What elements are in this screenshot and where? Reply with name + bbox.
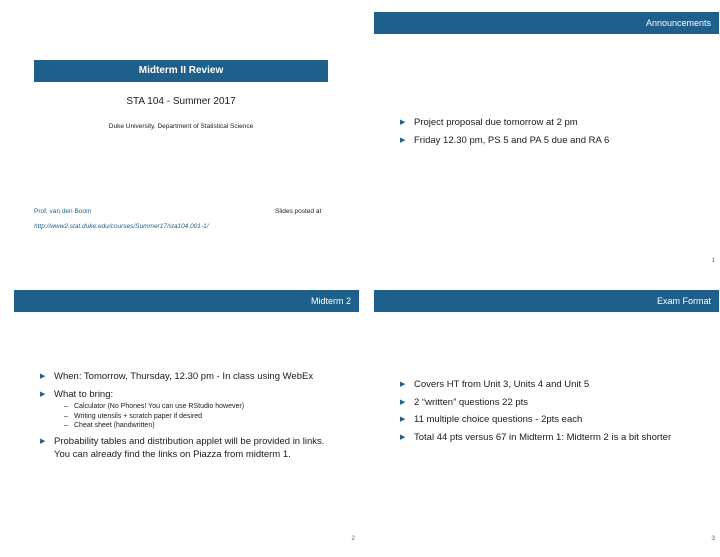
slides-posted-label: Slides posted at <box>275 208 322 215</box>
list-item-text: Probability tables and distribution applet will be provided in links. You can already find the links on Piazza from midterm 1. <box>54 435 325 460</box>
course-link[interactable]: http://www2.stat.duke.edu/courses/Summer17/sta104.001-1/ <box>34 223 209 230</box>
bullet-list <box>400 378 715 448</box>
list-item-text: When: Tomorrow, Thursday, 12.30 pm - In class using WebEx <box>54 371 314 382</box>
midterm2-slide <box>14 290 359 548</box>
announcements-slide <box>374 12 719 270</box>
list-item: ▶ Friday 12.30 pm, PS 5 and PA 5 due and RA 6 <box>400 134 700 148</box>
bullet-list <box>40 370 340 466</box>
list-item <box>40 370 340 384</box>
list-item: ▶ 2 “written” questions 22 pts <box>400 396 715 410</box>
slide-header-bar <box>374 290 719 312</box>
list-item-text: What to bring: <box>54 388 114 400</box>
sub-list-item: – Writing utensils + scratch paper if desired <box>64 412 340 422</box>
title-slide <box>14 12 359 270</box>
list-item: ▶ 11 multiple choice questions - 2pts each <box>400 413 715 427</box>
course-subtitle: STA 104 - Summer 2017 <box>126 96 236 107</box>
bullet-list <box>400 116 700 151</box>
slide-title: Midterm II Review <box>34 60 328 82</box>
page-number: 2 <box>351 535 355 542</box>
list-item <box>40 388 340 431</box>
page-number: 1 <box>711 257 715 264</box>
slide-header-title: Announcements <box>645 18 711 28</box>
sub-list-item: – Calculator (No Phones! You can use RStudio however) <box>64 402 340 412</box>
exam-format-slide <box>374 290 719 548</box>
slide-header-title: Exam Format <box>656 296 711 306</box>
author: Prof. van den Boom <box>34 208 92 215</box>
slide-header-bar <box>14 290 359 312</box>
list-item: ▶ Total 44 pts versus 67 in Midterm 1: Midterm 2 is a bit shorter <box>400 431 715 445</box>
sub-list <box>54 402 340 431</box>
page-number: 3 <box>711 535 715 542</box>
sub-list-item: – Cheat sheet (handwritten) <box>64 421 340 431</box>
slide-header-title: Midterm 2 <box>310 296 351 306</box>
list-item: ▶ Project proposal due tomorrow at 2 pm <box>400 116 700 130</box>
list-item: ▶ Covers HT from Unit 3, Units 4 and Unit 5 <box>400 378 715 392</box>
slide-header-bar <box>374 12 719 34</box>
list-item <box>40 435 340 462</box>
institute: Duke University, Department of Statistical Science <box>108 123 254 130</box>
